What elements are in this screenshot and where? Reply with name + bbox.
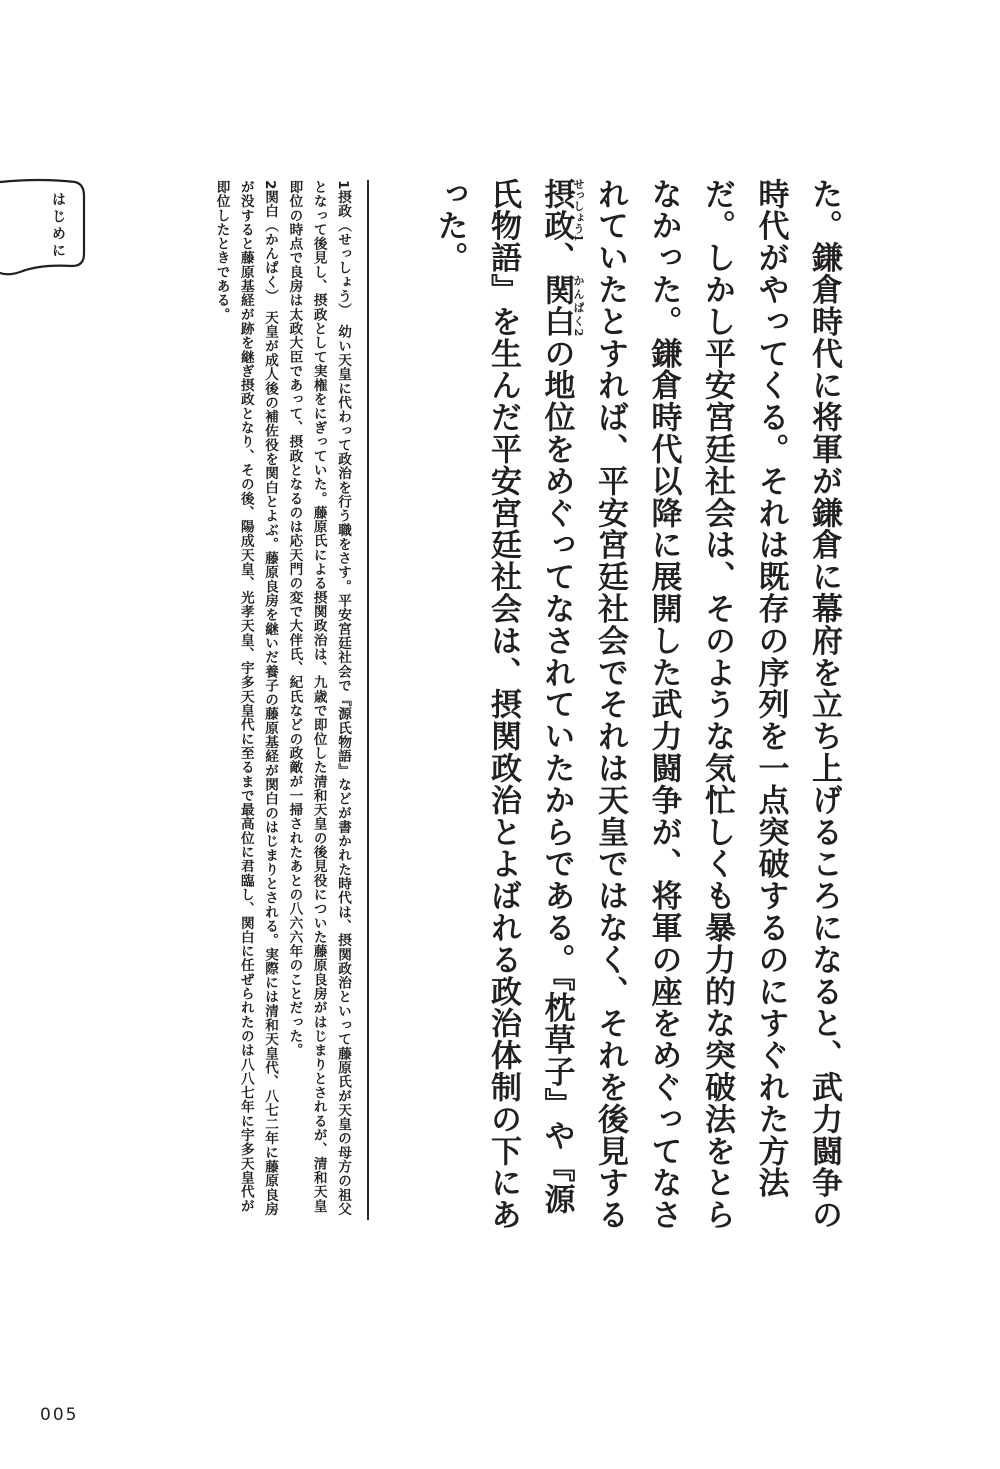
comma: 、 [538,241,575,274]
footnote-1 [282,180,355,1220]
chapter-tab-label: はじめに [50,192,66,260]
kanpaku-term: 関白かんぱく2 [538,273,585,338]
footnote-2 [209,180,282,1220]
sessho-reading: せっしょう [572,178,585,235]
footnote-2-text: 関白（かんぱく） 天皇が成人後の補佐役を関白とよぶ。藤原良房を継いだ養子の藤原基経が関白のはじまりとされる。実際には清和天皇代、八七二年に藤原良房が没すると藤原基経が跡を継ぎ摂政となり、その後、陽成天皇、光孝天皇、宇多天皇代に至るまで最高位に君臨し、関白に任ぜられたのは八八七年に宇多天皇代が即位したときである。 [213,180,279,1217]
chapter-tab [0,176,92,276]
sessho-term: 摂政せっしょう1 [538,178,585,242]
body-text [422,178,850,1238]
body-text-part-2: の地位をめぐってなされていたからである。『枕草子』や『源氏物語』を生んだ平安宮廷社会は、摂関政治とよばれる政治体制の下にあった。 [431,178,575,1231]
footnotes [209,180,355,1220]
body-paragraph [422,178,850,1238]
note-ref-1: 1 [572,234,585,242]
footnote-1-number: 1 [335,180,351,191]
body-text-part-1: た。鎌倉時代に将軍が鎌倉に幕府を立ち上げるころになると、武力闘争の時代がやってくる。それは既存の序列を一点突破するのにすぐれた方法だ。しかし平安宮廷社会は、そのような気忙しくも暴力的な突破法をとらなかった。鎌倉時代以降に展開した武力闘争が、将軍の座をめぐってなされていたとすれば、平安宮廷社会でそれは天皇ではなく、それを後見する [592,178,842,1231]
footnote-1-text: 摂政（せっしょう） 幼い天皇に代わって政治を行う職をさす。平安宮廷社会で『源氏物語』などが書かれた時代は、摂関政治といって藤原氏が天皇の母方の祖父となって後見し、摂政として実権をにぎっていた。藤原氏による摂関政治は、九歳で即位した清和天皇の後見役についた藤原良房がはじまりとされるが、清和天皇即位の時点で良房は太政大臣であって、摂政となるのは応天門の変で大伴氏、紀氏などの政敵が一掃されたあとの八六六年のことだった。 [286,180,351,1217]
kanpaku-reading: かんぱく [572,273,585,329]
chapter-tab-outline [0,176,92,276]
page-number: 005 [40,1405,79,1425]
footnote-2-number: 2 [262,180,279,191]
notes-divider [367,180,369,1220]
note-ref-2: 2 [572,328,585,338]
